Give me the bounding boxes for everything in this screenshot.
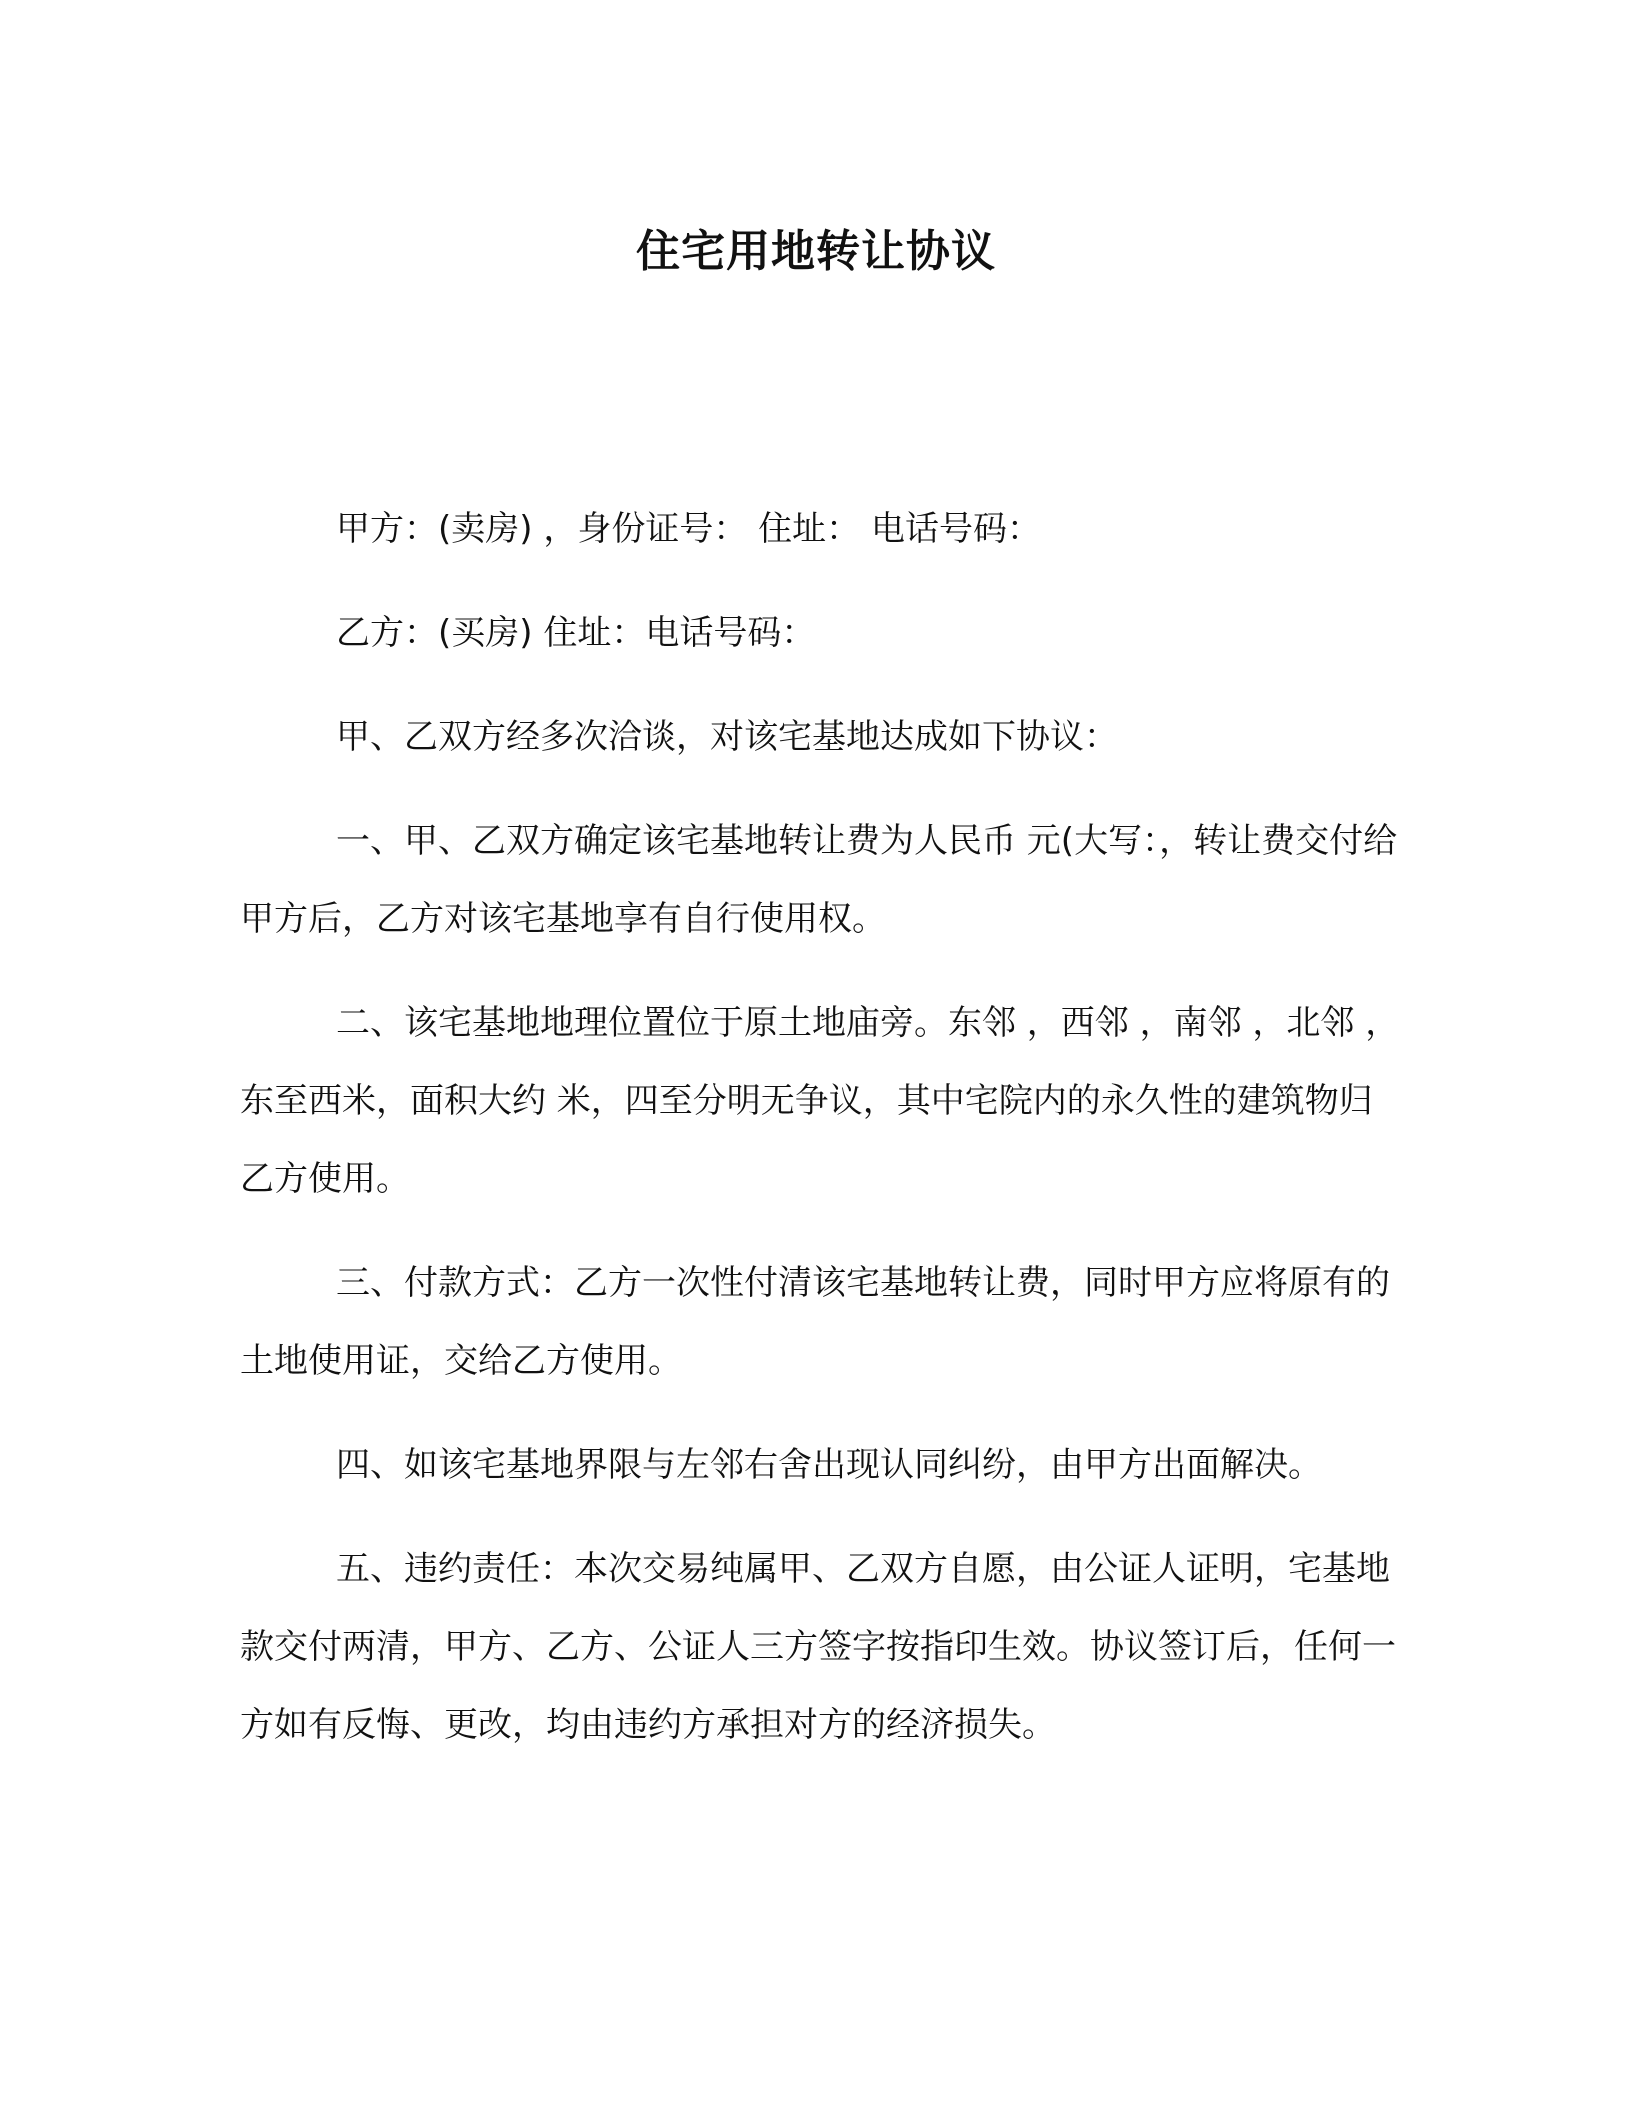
document-title: 住宅用地转让协议: [636, 226, 996, 277]
paragraph-clause-1: 一、甲、乙双方确定该宅基地转让费为人民币 元(大写：，转让费交付给甲方后，乙方对该宅基地享有自行使用权。: [240, 821, 1398, 939]
paragraph-clause-5: 五、违约责任：本次交易纯属甲、乙双方自愿，由公证人证明，宅基地款交付两清，甲方、乙方、公证人三方签字按指印生效。协议签订后，任何一方如有反悔、更改，均由违约方承担对方的经济损失。: [240, 1549, 1396, 1745]
paragraph-clause-4: 四、如该宅基地界限与左邻右舍出现认同纠纷，由甲方出面解决。: [336, 1445, 1322, 1485]
paragraph-clause-2: 二、该宅基地地理位置位于原土地庙旁。东邻 ，西邻 ，南邻 ，北邻 ，东至西米，面积大约 米，四至分明无争议，其中宅院内的永久性的建筑物归乙方使用。: [240, 1003, 1400, 1199]
paragraph-clause-3: 三、付款方式：乙方一次性付清该宅基地转让费，同时甲方应将原有的土地使用证，交给乙方使用。: [240, 1263, 1390, 1381]
document-body: [240, 490, 1400, 1764]
paragraph-party-b: 乙方：(买房) 住址：电话号码：: [336, 613, 816, 653]
paragraph-preamble: 甲、乙双方经多次洽谈，对该宅基地达成如下协议：: [336, 717, 1118, 757]
paragraph-party-a: 甲方：(卖房) ，身份证号： 住址： 电话号码：: [336, 509, 1041, 549]
